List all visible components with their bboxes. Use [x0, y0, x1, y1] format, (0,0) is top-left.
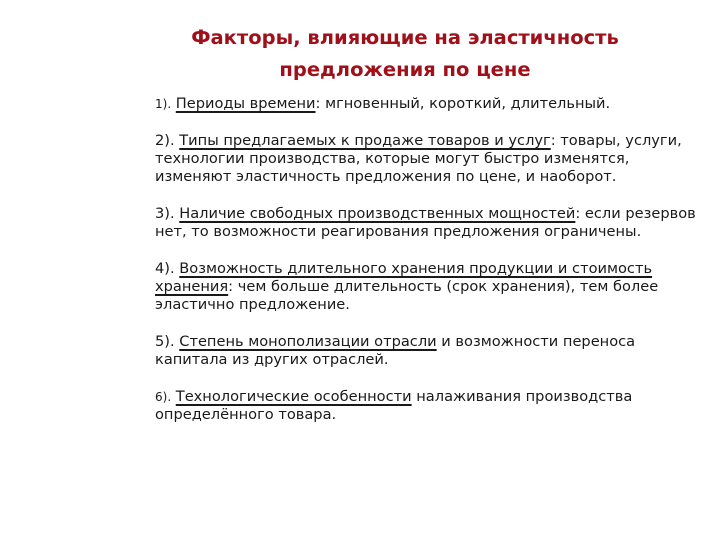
item-text: : мгновенный, короткий, длительный. [315, 95, 611, 112]
list-item [155, 95, 700, 113]
item-heading: Технологические особенности [175, 388, 412, 405]
item-heading: Возможность длительного хранения продукции и стоимость хранения [155, 260, 653, 295]
item-number: 4). [155, 260, 175, 277]
item-heading: Типы предлагаемых к продаже товаров и услуг [179, 132, 551, 149]
item-number: 5). [155, 333, 175, 350]
item-heading: Периоды времени [175, 95, 316, 112]
item-heading: Степень монополизации отрасли [179, 333, 437, 350]
factor-list [155, 95, 700, 424]
title-line-1: Факторы, влияющие на эластичность [191, 26, 619, 49]
list-item [155, 132, 700, 186]
item-text: налаживания производства определённого товара. [155, 388, 633, 423]
item-heading: Наличие свободных производственных мощностей [179, 205, 576, 222]
item-text: : если резервов нет, то возможности реагирования предложения ограничены. [155, 205, 696, 240]
item-text: : товары, услуги, технологии производства, которые могут быстро изменятся, изменяют эластичность предложения по цене, и наоборот. [155, 132, 682, 185]
item-number: 6). [155, 390, 172, 404]
item-number: 1). [155, 97, 172, 111]
list-item [155, 205, 700, 241]
item-text: : чем больше длительность (срок хранения), тем более эластично предложение. [155, 278, 659, 313]
item-number: 2). [155, 132, 175, 149]
slide-title [150, 22, 660, 86]
item-number: 3). [155, 205, 175, 222]
list-item [155, 333, 700, 369]
title-line-2: предложения по цене [279, 58, 531, 81]
list-item [155, 260, 700, 314]
item-text: и возможности переноса капитала из других отраслей. [155, 333, 636, 368]
list-item [155, 388, 700, 424]
